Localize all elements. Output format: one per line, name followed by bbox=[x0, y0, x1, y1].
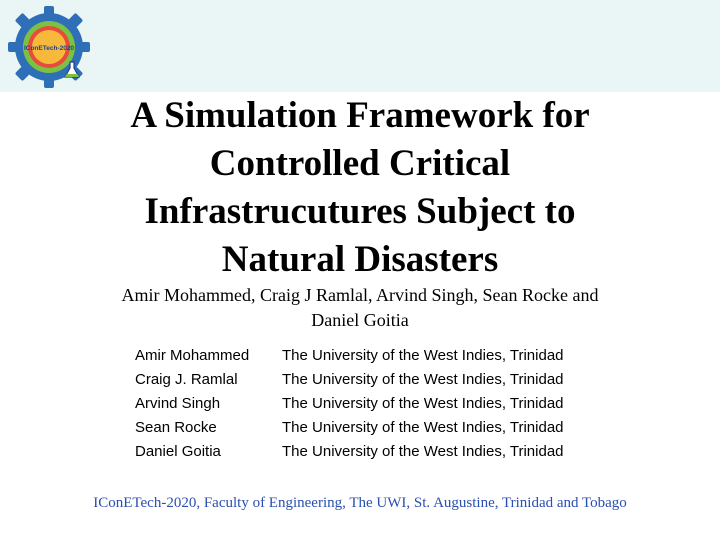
title-line: Controlled Critical bbox=[209, 143, 511, 184]
author-name: Daniel Goitia bbox=[135, 443, 221, 460]
author-name: Craig J. Ramlal bbox=[135, 371, 238, 388]
header-band bbox=[0, 0, 720, 92]
conference-logo bbox=[4, 2, 94, 92]
authors-text: Daniel Goitia bbox=[311, 310, 409, 330]
affiliation-row bbox=[135, 416, 655, 440]
presentation-title bbox=[40, 92, 680, 284]
conference-footer: IConETech-2020, Faculty of Engineering, The UWI, St. Augustine, Trinidad and Tobago bbox=[93, 495, 627, 511]
author-institution: The University of the West Indies, Trinidad bbox=[282, 395, 564, 412]
affiliation-row bbox=[135, 344, 655, 368]
authors-text: Amir Mohammed, Craig J Ramlal, Arvind Singh, Sean Rocke and bbox=[121, 285, 599, 305]
author-institution: The University of the West Indies, Trinidad bbox=[282, 419, 564, 436]
author-institution: The University of the West Indies, Trinidad bbox=[282, 443, 564, 460]
authors-line bbox=[60, 283, 660, 333]
title-line: A Simulation Framework for bbox=[130, 95, 590, 136]
affiliation-row bbox=[135, 440, 655, 464]
logo-text: IConETech-2020 bbox=[23, 45, 75, 52]
author-name: Sean Rocke bbox=[135, 419, 217, 436]
title-line: Infrastrucutures Subject to bbox=[144, 191, 576, 232]
author-name: Amir Mohammed bbox=[135, 347, 250, 364]
affiliation-row bbox=[135, 368, 655, 392]
author-institution: The University of the West Indies, Trinidad bbox=[282, 371, 564, 388]
affiliations-list bbox=[135, 344, 655, 464]
affiliation-row bbox=[135, 392, 655, 416]
author-name: Arvind Singh bbox=[135, 395, 221, 412]
author-institution: The University of the West Indies, Trinidad bbox=[282, 347, 564, 364]
title-line: Natural Disasters bbox=[221, 239, 499, 280]
